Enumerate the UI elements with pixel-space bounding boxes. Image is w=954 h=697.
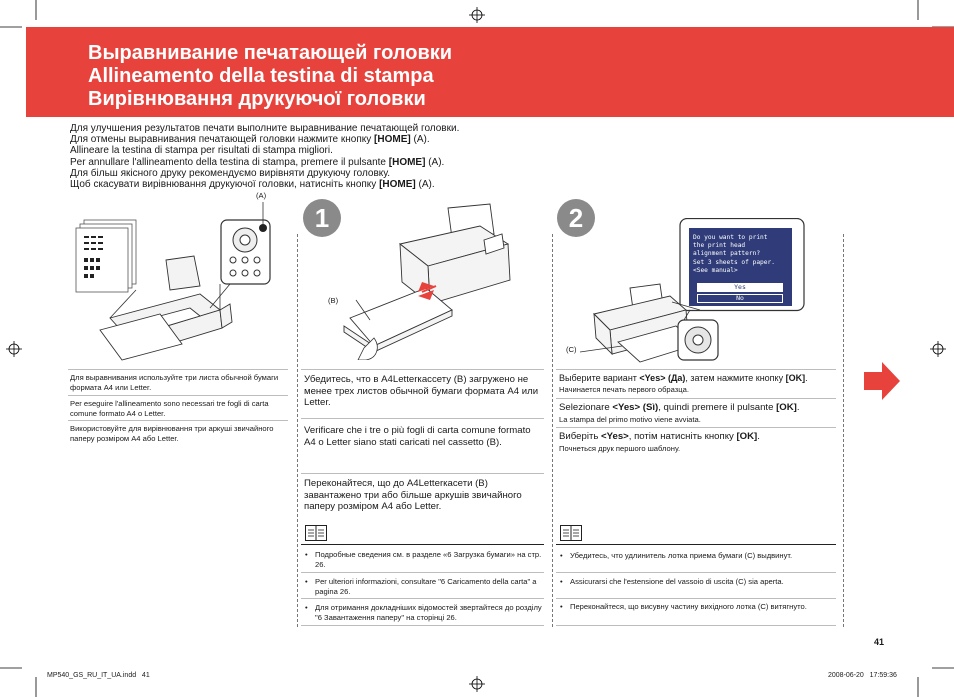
divider [301, 544, 544, 545]
label-b: (B) [328, 296, 339, 305]
step2-note-3: • Переконайтеся, що висувну частину вихідного лотка (C) витягнуто. [560, 602, 840, 612]
divider [556, 427, 836, 428]
lcd-line-5: <See manual> [693, 266, 738, 274]
lcd-line-4: Set 3 sheets of paper. [693, 258, 775, 266]
column-separator [552, 234, 553, 627]
page-number: 41 [874, 637, 885, 647]
column-separator [297, 234, 298, 627]
divider [301, 369, 544, 370]
label-c: (C) [566, 345, 577, 354]
step2-text-ua: Виберіть <Yes>, потім натисніть кнопку [OK]. [559, 431, 760, 442]
intro-it-2: Per annullare l'allineamento della testina di stampa, premere il pulsante [HOME] (A). [70, 156, 445, 168]
intro-ua-2: Щоб скасувати вирівнювання друкуючої головки, натисніть кнопку [HOME] (A). [70, 179, 435, 191]
left-text-ru: Для выравнивания используйте три листа обычной бумаги формата A4 или Letter. [70, 373, 279, 392]
label-a: (A) [256, 191, 267, 200]
title-ru: Выравнивание печатающей головки [88, 42, 453, 64]
left-text-ua: Використовуйте для вирівнювання три аркуші звичайного паперу розміром A4 або Letter. [70, 424, 274, 443]
divider [68, 395, 288, 396]
divider [68, 369, 288, 370]
footer-file: MP540_GS_RU_IT_UA.indd 41 [47, 672, 150, 679]
divider [556, 572, 836, 573]
step2-text-it: Selezionare <Yes> (Sì), quindi premere il pulsante [OK]. [559, 402, 800, 413]
step2-note-2: • Assicurarsi che l'estensione del vassoio di uscita (C) sia aperta. [560, 577, 840, 587]
divider [556, 598, 836, 599]
next-arrow-icon[interactable] [862, 360, 902, 402]
divider [301, 598, 544, 599]
step1-note-1: • Подробные сведения см. в разделе «6 Загрузка бумаги» на стр. 26. [305, 550, 547, 569]
printer-illustration-left [70, 198, 292, 363]
lcd-line-1: Do you want to print [693, 234, 768, 241]
step1-note-3: • Для отримання докладніших відомостей звертайтеся до розділу "6 Завантаження паперу" на сторінці 26. [305, 603, 547, 622]
printer-cassette-illustration [330, 200, 520, 360]
left-text-it: Per eseguire l'allineamento sono necessari tre fogli di carta comune formato A4 o Letter. [70, 399, 269, 418]
step2-sub-it: La stampa del primo motivo viene avviata. [559, 415, 701, 424]
divider [556, 398, 836, 399]
lcd-yes-option[interactable]: Yes [697, 283, 783, 292]
step1-text-ua: Переконайтеся, що до A4Letterкасети (B) завантажено три або більше аркушів звичайного паперу розміром A4 або Letter. [304, 478, 522, 512]
lcd-screen [689, 228, 792, 306]
divider [68, 420, 288, 421]
step1-text-it: Verificare che i tre o più fogli di carta comune formato A4 o Letter siano stati caricati nel cassetto (B). [304, 425, 531, 448]
lcd-line-3: alignment pattern? [693, 250, 761, 258]
title-ua: Вирівнювання друкуючої головки [88, 88, 426, 110]
step2-sub-ru: Начинается печать первого образца. [559, 385, 689, 394]
divider [556, 625, 836, 626]
step-1-number: 1 [303, 199, 341, 237]
divider [301, 418, 544, 419]
divider [301, 473, 544, 474]
divider [556, 369, 836, 370]
step2-sub-ua: Почнеться друк першого шаблону. [559, 444, 681, 453]
manual-book-icon [560, 525, 582, 541]
lcd-no-option[interactable]: No [697, 294, 783, 303]
intro-ru-2: Для отмены выравнивания печатающей головки нажмите кнопку [HOME] (A). [70, 134, 430, 146]
step1-note-2: • Per ulteriori informazioni, consultare "6 Caricamento della carta" a pagina 26. [305, 577, 547, 596]
intro-ua-1: Для більш якісного друку рекомендуємо вирівняти друкуючу головку. [70, 167, 391, 179]
step2-note-1: • Убедитесь, что удлинитель лотка приема бумаги (C) выдвинут. [560, 551, 840, 561]
title-it: Allineamento della testina di stampa [88, 65, 434, 87]
intro-ru-1: Для улучшения результатов печати выполните выравнивание печатающей головки. [70, 123, 460, 134]
divider [301, 625, 544, 626]
intro-text [70, 123, 550, 190]
divider [301, 572, 544, 573]
intro-it-1: Allineare la testina di stampa per risultati di stampa migliori. [70, 145, 333, 157]
manual-book-icon [305, 525, 327, 541]
footer-timestamp: 2008-06-20 17:59:36 [828, 672, 897, 679]
step1-text-ru: Убедитесь, что в A4Letterкассету (B) загружено не менее трех листов обычной бумаги формата A4 или Letter. [304, 374, 539, 408]
column-separator [843, 234, 844, 627]
step2-text-ru: Выберите вариант <Yes> (Да), затем нажмите кнопку [OK]. [559, 373, 808, 383]
lcd-line-2: the print head [693, 242, 746, 250]
divider [556, 544, 836, 545]
step-2-number: 2 [557, 199, 595, 237]
